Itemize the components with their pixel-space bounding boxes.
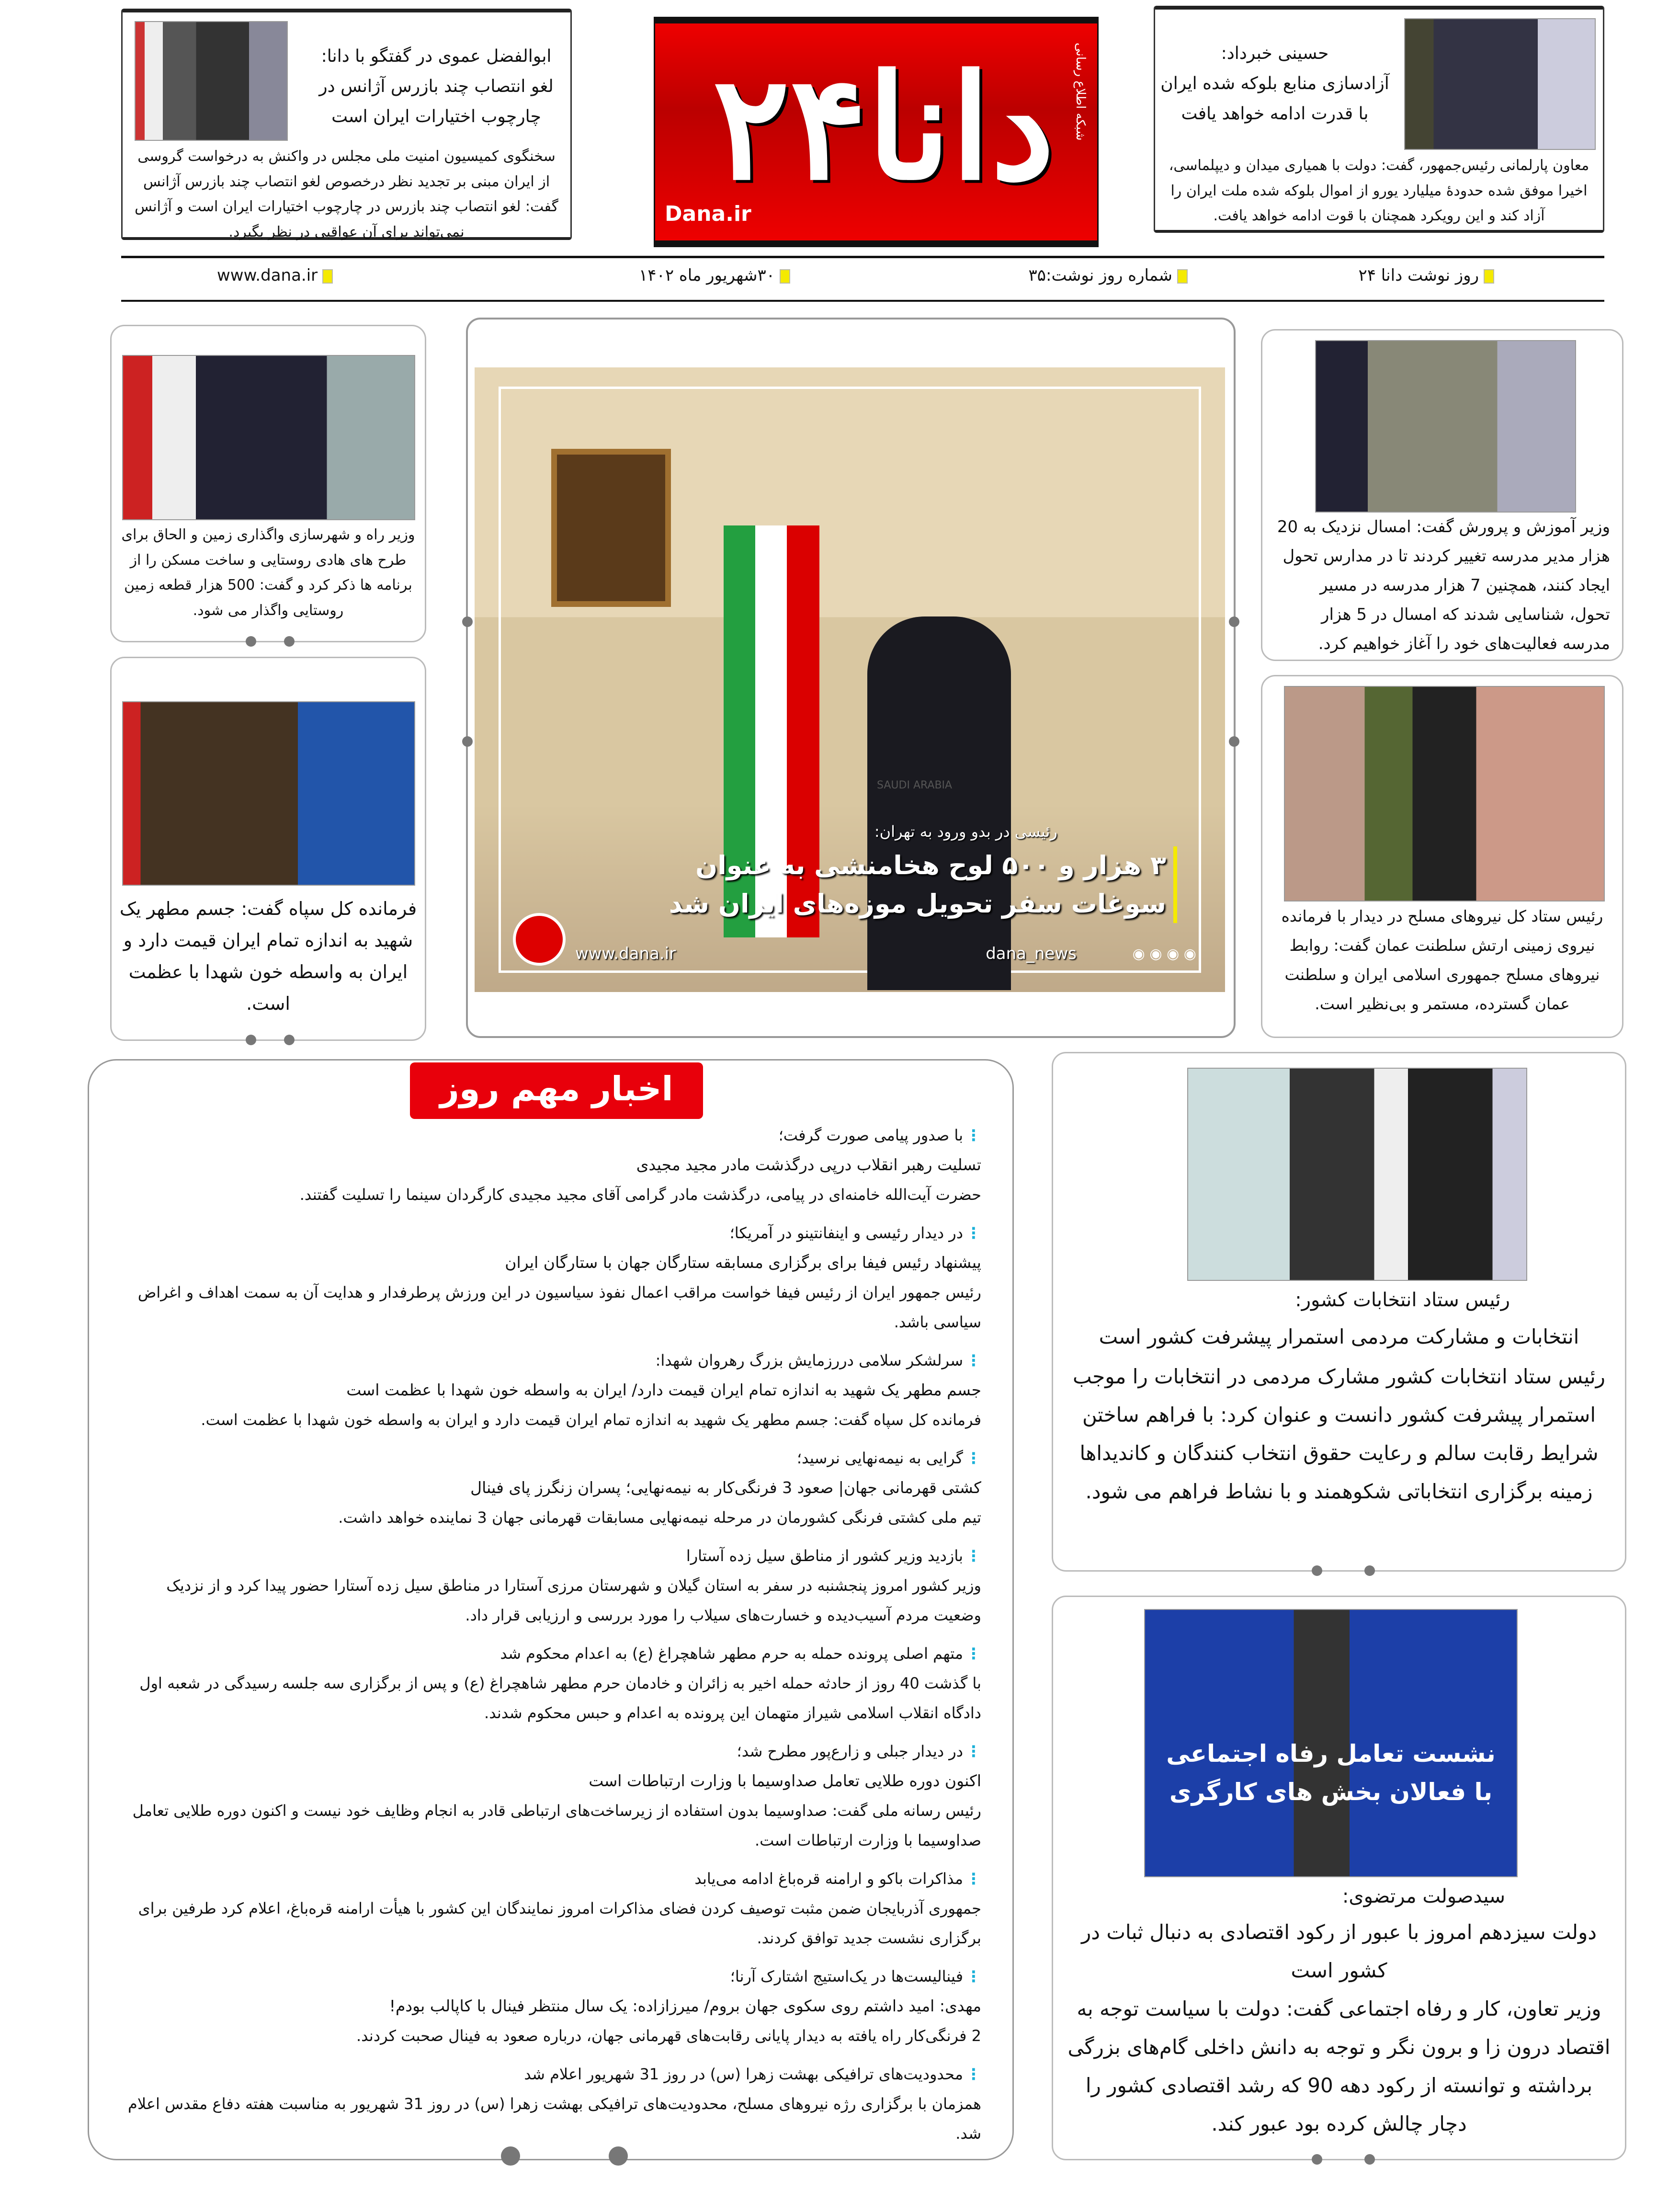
story-photo: [135, 21, 288, 141]
right-story-2[interactable]: [1261, 675, 1623, 1038]
story-photo: [1404, 18, 1596, 150]
logo-wordmark: دانا۲۴: [713, 43, 1055, 212]
story-photo: [122, 355, 415, 520]
logo-site: Dana.ir: [665, 202, 751, 226]
story-headline: انتخابات و مشارکت مردمی استمرار پیشرفت کشور است: [1099, 1325, 1579, 1348]
story-headline: دولت سیزدهم امروز با عبور از رکود اقتصادی به دنبال ثبات در کشور است: [1081, 1920, 1597, 1982]
story-body: وزیر آموزش و پرورش گفت: امسال نزدیک به 20 هزار مدیر مدرسه تغییر کردند تا در مدارس تحول ایجاد کنند، همچنین 7 هزار مدرسه در مسیر تحول، شناسایی شدند که امسال در 5 هزار مدرسه فعالیت‌های خود را آغاز خواهیم کرد.: [1277, 517, 1610, 653]
banner-text: نشست تعامل رفاه اجتماعی با فعالان بخش های کارگری: [1166, 1740, 1496, 1806]
issue-number: شماره روز نوشت:۳۵: [1028, 266, 1172, 285]
feature-story[interactable]: [466, 318, 1236, 1038]
dateline: [121, 266, 1604, 295]
top-right-story[interactable]: [1154, 6, 1604, 233]
story-photo: [1315, 340, 1576, 513]
news-item[interactable]: ⋮ با صدور پیامی صورت گرفت؛ تسلیت رهبر انقلاب درپی درگذشت مادر مجید مجیدی حضرت آیت‌الله خامنه‌ای در پیامی، درگذشت مادر گرامی آقای مجید مجیدی کارگردان سینما را تسلیت گفتند.: [123, 1120, 981, 1209]
story-kicker: رئیس ستاد انتخابات کشور:: [1295, 1289, 1510, 1311]
feature-site[interactable]: www.dana.ir: [575, 944, 676, 963]
left-story-2[interactable]: [110, 657, 426, 1041]
bullet-icon: [322, 269, 333, 284]
right-bottom-story-1[interactable]: [1052, 1052, 1626, 1572]
site-link[interactable]: www.dana.ir: [217, 266, 318, 285]
speaker: [867, 616, 1011, 990]
bullet-icon: [1484, 269, 1494, 284]
news-list: [123, 1120, 981, 2157]
news-item[interactable]: ⋮ متهم اصلی پرونده حمله به حرم مطهر شاهچراغ (ع) به اعدام محکوم شد با گذشت 40 روز از حادثه حمله اخیر به زائران و خادمان حرم مطهر شاهچراغ (ع) و پس از برگزاری سه جلسه رسیدگی در شعبه اول دادگاه انقلاب اسلامی شیراز متهمان این پرونده به اعدام و حبس محکوم شدند.: [123, 1639, 981, 1728]
feature-kicker: رئیسی در بدو ورود به تهران:: [874, 822, 1057, 841]
news-item[interactable]: ⋮ در دیدار جبلی و زارع‌پور مطرح شد؛ اکنون دوره طلایی تعامل صداوسیما با وزارت ارتباطات است رئیس رسانه ملی گفت: صداوسیما بدون استفاده از زیرساخت‌های ارتباطی قادر به انجام وظایف خود نیست و اکنون دوره طلایی تعامل صداوسیما با وزارت ارتباطات است.: [123, 1736, 981, 1855]
news-item[interactable]: ⋮ در دیدار رئیسی و اینفانتینو در آمریکا؛ پیشنهاد رئیس فیفا برای برگزاری مسابقه ستارگان جهان با ستارگان ایران رئیس جمهور ایران از رئیس فیفا خواست مراقب اعمال نفوذ سیاسیون در این ورزش پرطرفدار و هدایت آن به سمت اهداف و اغراض سیاسی باشد.: [123, 1218, 981, 1337]
news-item[interactable]: ⋮ فینالیست‌ها در یک‌استیج اشتارک آرنا؛ مهدی: امید داشتم روی سکوی جهان بروم/ میرزازاده: یک سال منتظر فینال با کاپالب بودم! 2 فرنگی‌کار راه یافته به دیدار پایانی رقابت‌های قهرمانی جهان، درباره صعود به فینال صحبت کردند.: [123, 1962, 981, 2051]
story-body: وزیر تعاون، کار و رفاه اجتماعی گفت: دولت با سیاست توجه به اقتصاد درون زا و برون نگر و توجه به دانش داخلی گام‌های بزرگی برداشته و توانسته از رکود دهه 90 که رشد اقتصادی کشور را دچار چالش کرده بود عبور کند.: [1067, 1997, 1611, 2135]
social-icons[interactable]: ◉ ◉ ◉ ◉: [1132, 946, 1196, 962]
divider: [121, 256, 1604, 258]
story-body: فرمانده کل سپاه گفت: جسم مطهر یک شهید به اندازه تمام ایران قیمت دارد و ایران به واسطه خون شهدا با عظمت است.: [119, 898, 417, 1014]
story-body: معاون پارلمانی رئیس‌جمهور، گفت: دولت با همیاری میدان و دیپلماسی، اخیرا موفق شده حدودۀ میلیارد یورو از اموال بلوکه شده ملت ایران را آزاد کند و این رویکرد همچنان با قوت ادامه خواهد یافت.: [1169, 157, 1589, 224]
bullet-icon: [780, 269, 790, 284]
story-headline: ابوالفضل عموی در گفتگو با دانا: لغو انتصاب چند بازرس آژانس در چارچوب اختیارات ایران است: [319, 46, 554, 126]
news-item[interactable]: ⋮ محدودیت‌های ترافیکی بهشت زهرا (س) در روز 31 شهریور اعلام شد همزمان با برگزاری رژه نیروهای مسلح، محدودیت‌های ترافیکی بهشت زهرا (س) در روز 31 شهریور به مناسبت هفته دفاع مقدس اعلام شد.: [123, 2059, 981, 2148]
dana-logo-icon: [513, 913, 566, 966]
news-item[interactable]: ⋮ بازدید وزیر کشور از مناطق سیل زده آستارا وزیر کشور امروز پنجشنبه در سفر به استان گیلان و شهرستان مرزی آستارا در مناطق سیل زده آستارا حضور پیدا کرد و از نزدیک وضعیت مردم آسیب‌دیده و خسارت‌های سیلاب را مورد بررسی و ارزیابی قرار داد.: [123, 1541, 981, 1630]
story-photo: [122, 701, 415, 886]
story-body: وزیر راه و شهرسازی واگذاری زمین و الحاق برای طرح های هادی روستایی و ساخت مسکن را از برنامه ها ذکر کرد و گفت: 500 هزار قطعه زمین روستایی واگذار می شود.: [121, 526, 415, 619]
portrait: [551, 449, 671, 607]
top-left-story[interactable]: [121, 9, 572, 240]
masthead-logo[interactable]: [654, 17, 1099, 247]
story-photo: [1144, 1609, 1518, 1877]
left-story-1[interactable]: [110, 325, 426, 642]
right-story-1[interactable]: [1261, 329, 1623, 661]
important-news-panel: [88, 1059, 1014, 2160]
story-photo: [1187, 1068, 1527, 1281]
story-photo: [1284, 686, 1605, 901]
social-handle[interactable]: dana_news: [986, 944, 1077, 963]
feature-photo: [475, 367, 1225, 992]
feature-headline: ۳ هزار و ۵۰۰ لوح هخامنشی به عنوان سوغات سفر تحویل موزه‌های ایران شد: [669, 846, 1177, 923]
issue-date: ۳۰شهریور ماه ۱۴۰۲: [639, 266, 775, 285]
bullet-icon: [1177, 269, 1188, 284]
news-item[interactable]: ⋮ گرایی به نیمه‌نهایی نرسید؛ کشتی قهرمانی جهان| صعود 3 فرنگی‌کار به نیمه‌نهایی؛ پسران زنگرز پای فینال تیم ملی کشتی فرنگی کشورمان در مرحله نیمه‌نهایی مسابقات قهرمانی جهان 3 نماینده خواهد داشت.: [123, 1443, 981, 1532]
story-body: سخنگوی کمیسیون امنیت ملی مجلس در واکنش به درخواست گروسی از ایران مبنی بر تجدید نظر درخصوص لغو انتصاب چند بازرس آژانس گفت: لغو انتصاب چند بازرس در چارچوب اختیارات ایران است و آژانس نمی‌تواند برای آن عواقبی در نظر بگیرد.: [135, 148, 558, 240]
news-item[interactable]: ⋮ سرلشکر سلامی دررزمایش بزرگ رهروان شهدا: جسم مطهر یک شهید به اندازه تمام ایران قیمت دارد/ ایران به واسطه خون شهدا با عظمت است فرمانده کل سپاه گفت: جسم مطهر یک شهید به اندازه تمام ایران قیمت دارد و ایران به واسطه خون شهدا با عظمت است.: [123, 1346, 981, 1435]
story-kicker: سیدصولت مرتضوی:: [1342, 1885, 1505, 1907]
story-body: رئیس ستاد کل نیروهای مسلح در دیدار با فرمانده نیروی زمینی ارتش سلطنت عمان گفت: روابط نیروهای مسلح جمهوری اسلامی ایران و سلطنت عمان گسترده، مستمر و بی‌نظیر است.: [1281, 907, 1603, 1013]
news-item[interactable]: ⋮ مذاکرات باکو و ارامنه قره‌باغ ادامه می‌یابد جمهوری آذربایجان ضمن مثبت توصیف کردن فضای مذاکرات امروز نمایندگان این کشور با هیأت ارامنه قره‌باغ، اعلام کرد طرفین برای برگزاری نشست جدید توافق کردند.: [123, 1864, 981, 1953]
right-bottom-story-2[interactable]: [1052, 1596, 1626, 2160]
paper-title: روز نوشت دانا ۲۴: [1358, 266, 1479, 285]
divider: [121, 300, 1604, 302]
story-body: رئیس ستاد انتخابات کشور مشارک مردمی در انتخابات را موجب استمرار پیشرفت کشور دانست و عنوان کرد: با فراهم ساختن شرایط رقابت سالم و رعایت حقوق انتخاب کنندگان و کاندیداها زمینه برگزاری انتخاباتی شکوهمند و با نشاط فراهم می شود.: [1073, 1365, 1605, 1503]
story-headline: حسینی خبرداد: آزادسازی منابع بلوکه شده ایران با قدرت ادامه خواهد یافت: [1160, 44, 1389, 124]
logo-tagline: شبکه اطلاع رسانی: [1073, 43, 1088, 141]
section-title: اخبار مهم روز: [410, 1062, 703, 1119]
map-label: SAUDI ARABIA: [877, 779, 953, 791]
